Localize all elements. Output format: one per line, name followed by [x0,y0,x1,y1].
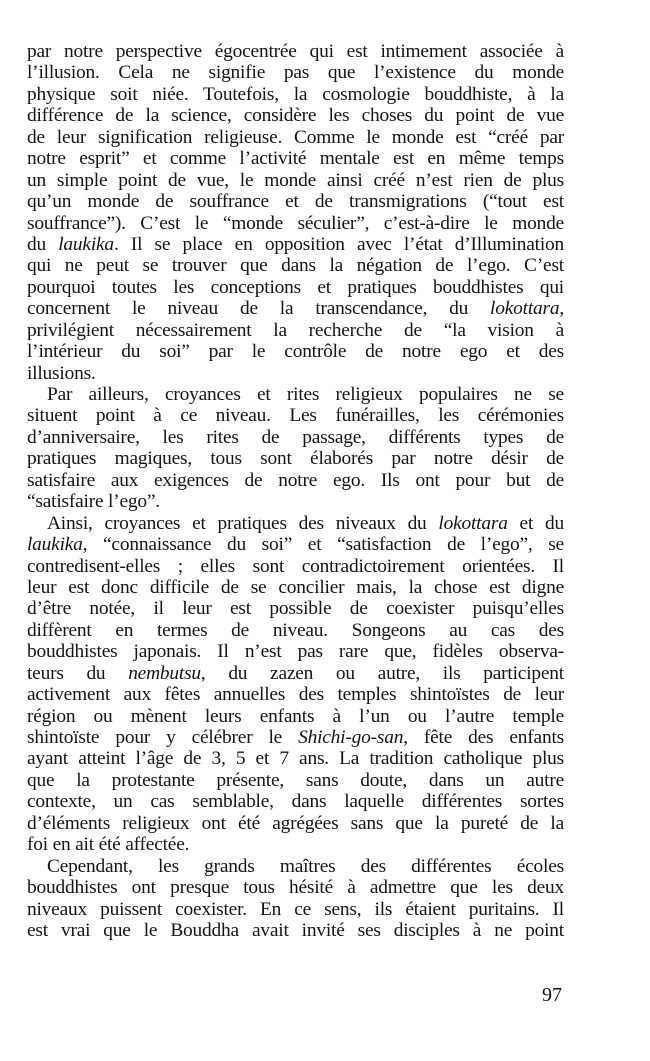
text-segment: diffèrent en termes de niveau. Songeons au cas des [27,619,564,641]
text-line [27,213,564,234]
text-line [27,320,564,341]
text-line [27,577,564,598]
text-line [27,41,564,62]
text-line [27,363,564,384]
text-line [27,770,564,791]
page-number: 97 [542,984,562,1006]
text-segment: contredisent-elles ; elles sont contradictoirement orientées. Il [27,555,564,577]
text-line [27,834,564,855]
text-segment: , fête des enfants [403,727,564,748]
text-line [27,234,564,255]
text-segment: , [559,298,564,320]
text-line [27,663,564,684]
text-segment: contexte, un cas semblable, dans laquelle différentes sortes [27,791,564,813]
paragraph-first-line [27,513,564,534]
italic-term: lokottara [438,512,508,534]
page-body [27,41,564,941]
text-segment: Cependant, les grands maîtres des différentes écoles [47,855,564,877]
text-segment: d’éléments religieux ont été agrégées sans que la pureté de la [27,812,564,834]
text-line [27,877,564,898]
italic-term: Shichi-go-san [298,727,404,748]
text-segment: région ou mènent leurs enfants à l’un ou l’autre temple [27,705,564,727]
text-line [27,920,564,941]
text-segment: bouddhistes ont presque tous hésité à admettre que les deux [27,877,564,899]
text-line [27,427,564,448]
text-line [27,62,564,83]
text-segment: l’illusion. Cela ne signifie pas que l’existence du monde [27,62,564,84]
text-line [27,684,564,705]
text-line [27,148,564,169]
text-line [27,899,564,920]
paragraph-first-line [27,384,564,405]
text-line [27,170,564,191]
text-line [27,191,564,212]
text-line [27,448,564,469]
text-line [27,813,564,834]
text-segment: foi en ait été affectée. [27,834,190,856]
text-segment: ayant atteint l’âge de 3, 5 et 7 ans. La tradition catholique plus [27,748,564,770]
text-line [27,277,564,298]
text-line [27,534,564,555]
text-segment: d’être notée, il leur est possible de coexister puisqu’elles [27,598,564,620]
text-segment: Par ailleurs, croyances et rites religieux populaires ne se [47,384,564,405]
text-segment: teurs du [27,662,129,684]
italic-term: laukika [58,233,114,255]
text-line [27,791,564,812]
text-segment: activement aux fêtes annuelles des temples shintoïstes de leur [27,684,564,706]
text-line [27,405,564,426]
text-segment: différence de la science, considère les choses du point de vue [27,105,564,127]
text-segment: niveaux puissent coexister. En ce sens, ils étaient puritains. Il [27,898,564,920]
text-segment: l’intérieur du soi” par le contrôle de notre ego et des [27,341,564,363]
text-line [27,470,564,491]
text-segment: un simple point de vue, le monde ainsi créé n’est rien de plus [27,169,564,191]
text-line [27,105,564,126]
italic-term: nembutsu [128,662,201,684]
italic-term: lokottara [490,298,560,320]
text-segment: et du [507,512,564,534]
text-segment: pourquoi toutes les conceptions et pratiques bouddhistes qui [27,276,564,298]
text-line [27,341,564,362]
text-line [27,727,564,748]
text-line [27,255,564,276]
text-segment: Ainsi, croyances et pratiques des niveaux du [47,512,439,534]
text-line [27,127,564,148]
text-line [27,641,564,662]
text-segment: d’anniversaire, les rites de passage, différents types de [27,426,564,448]
text-line [27,598,564,619]
text-line [27,491,564,512]
text-segment: qui ne peut se trouver que dans la négation de l’ego. C’est [27,255,564,277]
text-segment: concernent le niveau de la transcendance, du [27,298,491,320]
text-segment: qu’un monde de souffrance et de transmigrations (“tout est [27,191,564,213]
text-segment: , du zazen ou autre, ils participent [200,662,564,684]
text-segment: que la protestante présente, sans doute, dans un autre [27,769,564,791]
text-line [27,706,564,727]
text-segment: leur est donc difficile de se concilier mais, la chose est digne [27,576,564,598]
text-segment: notre esprit” et comme l’activité mentale est en même temps [27,148,564,170]
text-segment: privilégient nécessairement la recherche de “la vision à [27,319,564,341]
text-line [27,556,564,577]
text-segment: pratiques magiques, tous sont élaborés par notre désir de [27,448,564,470]
text-segment: par notre perspective égocentrée qui est intimement associée à [27,41,564,62]
text-segment: situent point à ce niveau. Les funérailles, les cérémonies [27,405,564,427]
text-line [27,84,564,105]
paragraph-first-line [27,856,564,877]
text-segment: physique soit niée. Toutefois, la cosmologie bouddhiste, à la [27,83,564,105]
text-segment: “satisfaire l’ego”. [27,491,160,513]
text-segment: . Il se place en opposition avec l’état d’Illumination [113,233,565,255]
text-segment: bouddhistes japonais. Il n’est pas rare que, fidèles observa- [27,641,564,663]
text-line [27,620,564,641]
text-segment: est vrai que le Bouddha avait invité ses disciples à ne point [27,919,564,941]
text-line [27,298,564,319]
text-segment: shintoïste pour y célébrer le [27,727,299,748]
text-segment: souffrance”). C’est le “monde séculier”, c’est-à-dire le monde [27,212,564,234]
text-segment: satisfaire aux exigences de notre ego. Ils ont pour but de [27,469,564,491]
text-line [27,748,564,769]
italic-term: laukika [27,534,83,556]
text-segment: , “connaissance du soi” et “satisfaction de l’ego”, se [82,534,564,556]
text-segment: de leur signification religieuse. Comme le monde est “créé par [27,126,564,148]
text-segment: illusions. [27,362,96,384]
text-segment: du [27,233,59,255]
